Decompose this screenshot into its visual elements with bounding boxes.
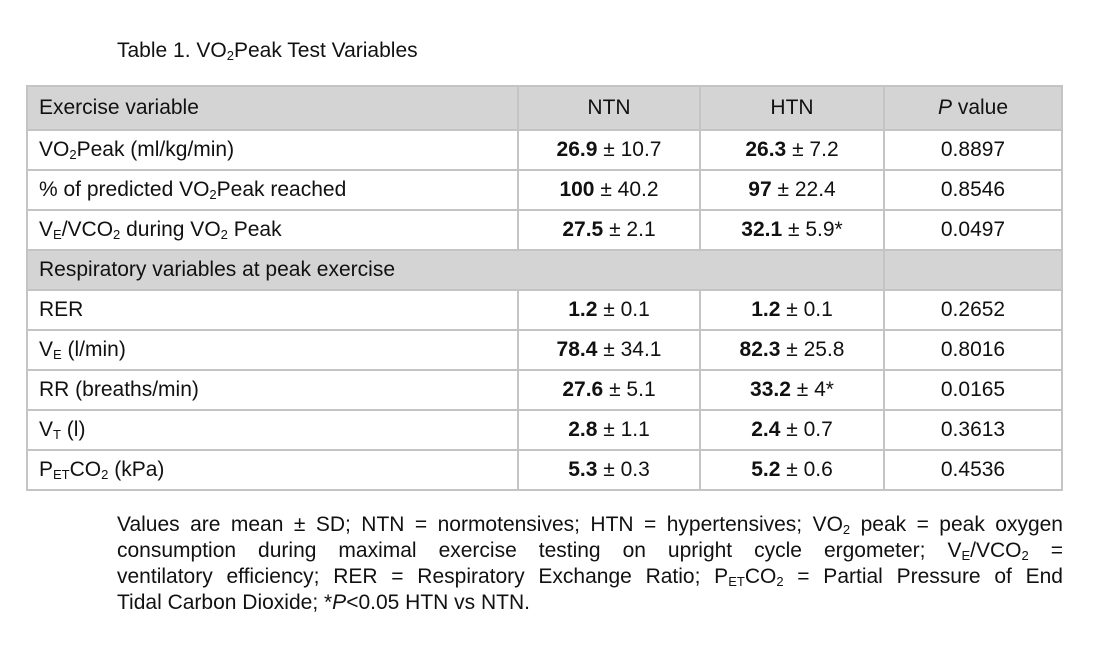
label-text: % of predicted VO xyxy=(39,178,210,201)
ntn-sd: ± 10.7 xyxy=(597,138,662,161)
footnote-text: /VCO xyxy=(970,539,1022,562)
ntn-mean: 27.6 xyxy=(562,378,604,401)
section-label: Respiratory variables at peak exercise xyxy=(27,250,884,290)
htn-value xyxy=(700,130,884,170)
label-text: (l/min) xyxy=(61,338,126,361)
htn-sd: ± 4* xyxy=(790,378,834,401)
label-text: /VCO xyxy=(61,218,114,241)
p-value: 0.0165 xyxy=(884,370,1062,410)
row-label xyxy=(27,210,518,250)
row-label xyxy=(27,330,518,370)
htn-mean: 32.1 xyxy=(741,218,783,241)
htn-value xyxy=(700,170,884,210)
p-value: 0.8897 xyxy=(884,130,1062,170)
label-text: V xyxy=(39,218,54,241)
table-header-row xyxy=(27,86,1062,130)
caption-subscript: 2 xyxy=(226,48,234,63)
table-row xyxy=(27,290,1062,330)
ntn-mean: 5.3 xyxy=(568,458,598,481)
label-sub: 2 xyxy=(113,227,121,242)
caption-suffix: Peak Test Variables xyxy=(233,39,418,62)
htn-mean: 5.2 xyxy=(751,458,781,481)
label-sub: E xyxy=(53,227,62,242)
footnote-text: consumption during maximal exercise testing on upright cycle ergometer; V xyxy=(117,539,962,562)
footnote-sub: 2 xyxy=(1021,548,1029,563)
ntn-value xyxy=(518,370,700,410)
ntn-sd: ± 0.1 xyxy=(597,298,650,321)
footnote-p-italic: P xyxy=(332,591,347,614)
htn-value xyxy=(700,330,884,370)
htn-value xyxy=(700,290,884,330)
table-row xyxy=(27,130,1062,170)
ntn-value xyxy=(518,130,700,170)
footnote-text: <0.05 HTN vs NTN. xyxy=(346,591,530,614)
table-caption xyxy=(117,38,418,64)
footnote-text: Tidal Carbon Dioxide; * xyxy=(117,591,333,614)
ntn-value xyxy=(518,330,700,370)
htn-mean: 26.3 xyxy=(745,138,787,161)
label-text: RR (breaths/min) xyxy=(39,378,199,401)
footnote-text: ventilatory efficiency; RER = Respiratory Exchange Ratio; P xyxy=(117,565,729,588)
htn-sd: ± 25.8 xyxy=(780,338,845,361)
footnote-text: = xyxy=(1028,539,1063,562)
label-sub: ET xyxy=(53,467,70,482)
ntn-sd: ± 34.1 xyxy=(597,338,662,361)
label-text: CO xyxy=(69,458,102,481)
header-p-italic: P xyxy=(937,96,952,119)
ntn-mean: 100 xyxy=(559,178,595,201)
label-sub: 2 xyxy=(69,147,77,162)
table-row xyxy=(27,170,1062,210)
ntn-sd: ± 5.1 xyxy=(603,378,656,401)
footnote-line-4 xyxy=(117,590,1063,616)
label-text: (kPa) xyxy=(108,458,165,481)
p-value: 0.8546 xyxy=(884,170,1062,210)
row-label xyxy=(27,450,518,490)
footnote-line-2 xyxy=(117,538,1063,564)
p-value: 0.0497 xyxy=(884,210,1062,250)
ntn-value xyxy=(518,210,700,250)
row-label xyxy=(27,410,518,450)
row-label xyxy=(27,290,518,330)
htn-value xyxy=(700,210,884,250)
footnote-line-3 xyxy=(117,564,1063,590)
label-sub: 2 xyxy=(101,467,109,482)
ntn-mean: 26.9 xyxy=(556,138,598,161)
footnote-text: Values are mean ± SD; NTN = normotensives; HTN = hypertensives; VO xyxy=(117,513,843,536)
header-exercise-variable: Exercise variable xyxy=(27,86,518,130)
label-sub: E xyxy=(53,347,62,362)
htn-sd: ± 0.1 xyxy=(780,298,833,321)
ntn-mean: 78.4 xyxy=(556,338,598,361)
vo2peak-table xyxy=(26,85,1063,491)
row-label xyxy=(27,370,518,410)
p-value: 0.3613 xyxy=(884,410,1062,450)
header-htn: HTN xyxy=(700,86,884,130)
ntn-mean: 2.8 xyxy=(568,418,598,441)
footnote-text: CO xyxy=(744,565,777,588)
htn-mean: 97 xyxy=(748,178,772,201)
footnote-sub: 2 xyxy=(776,574,784,589)
label-text: V xyxy=(39,418,54,441)
label-text: (l) xyxy=(60,418,86,441)
row-label xyxy=(27,170,518,210)
ntn-mean: 1.2 xyxy=(568,298,598,321)
header-p-rest: value xyxy=(951,96,1009,119)
htn-sd: ± 22.4 xyxy=(771,178,836,201)
htn-value xyxy=(700,370,884,410)
label-text: P xyxy=(39,458,54,481)
label-text: during VO xyxy=(120,218,221,241)
table-row xyxy=(27,370,1062,410)
label-sub: 2 xyxy=(220,227,228,242)
section-header-row xyxy=(27,250,1062,290)
table-row xyxy=(27,210,1062,250)
footnote-sub: ET xyxy=(728,574,745,589)
footnote-line-1 xyxy=(117,512,1063,538)
p-value: 0.4536 xyxy=(884,450,1062,490)
ntn-sd: ± 1.1 xyxy=(597,418,650,441)
section-empty-cell xyxy=(884,250,1062,290)
footnote-text: = Partial Pressure of End xyxy=(783,565,1063,588)
ntn-value xyxy=(518,170,700,210)
htn-mean: 33.2 xyxy=(750,378,791,401)
htn-sd: ± 0.6 xyxy=(780,458,833,481)
p-value: 0.2652 xyxy=(884,290,1062,330)
htn-mean: 2.4 xyxy=(751,418,781,441)
footnote-sub: E xyxy=(961,548,971,563)
footnote-sub: 2 xyxy=(842,522,851,537)
ntn-value xyxy=(518,410,700,450)
header-ntn: NTN xyxy=(518,86,700,130)
label-sub: 2 xyxy=(209,187,217,202)
htn-sd: ± 5.9* xyxy=(782,218,843,241)
table-row xyxy=(27,330,1062,370)
table-row xyxy=(27,410,1062,450)
label-text: RER xyxy=(39,298,84,321)
label-sub: T xyxy=(53,427,61,442)
header-p-value xyxy=(884,86,1062,130)
caption-prefix: Table 1. VO xyxy=(117,39,227,62)
table-row xyxy=(27,450,1062,490)
ntn-mean: 27.5 xyxy=(562,218,604,241)
label-text: Peak reached xyxy=(216,178,347,201)
ntn-sd: ± 0.3 xyxy=(597,458,650,481)
label-text: Peak (ml/kg/min) xyxy=(76,138,235,161)
ntn-value xyxy=(518,450,700,490)
htn-value xyxy=(700,410,884,450)
label-text: Peak xyxy=(227,218,282,241)
table-footnote xyxy=(117,512,1063,616)
htn-mean: 1.2 xyxy=(751,298,781,321)
htn-value xyxy=(700,450,884,490)
label-text: V xyxy=(39,338,54,361)
p-value: 0.8016 xyxy=(884,330,1062,370)
htn-sd: ± 0.7 xyxy=(780,418,833,441)
ntn-sd: ± 2.1 xyxy=(603,218,656,241)
ntn-sd: ± 40.2 xyxy=(594,178,659,201)
htn-sd: ± 7.2 xyxy=(786,138,839,161)
footnote-text: peak = peak oxygen xyxy=(850,513,1063,536)
ntn-value xyxy=(518,290,700,330)
htn-mean: 82.3 xyxy=(739,338,781,361)
row-label xyxy=(27,130,518,170)
label-text: VO xyxy=(39,138,70,161)
